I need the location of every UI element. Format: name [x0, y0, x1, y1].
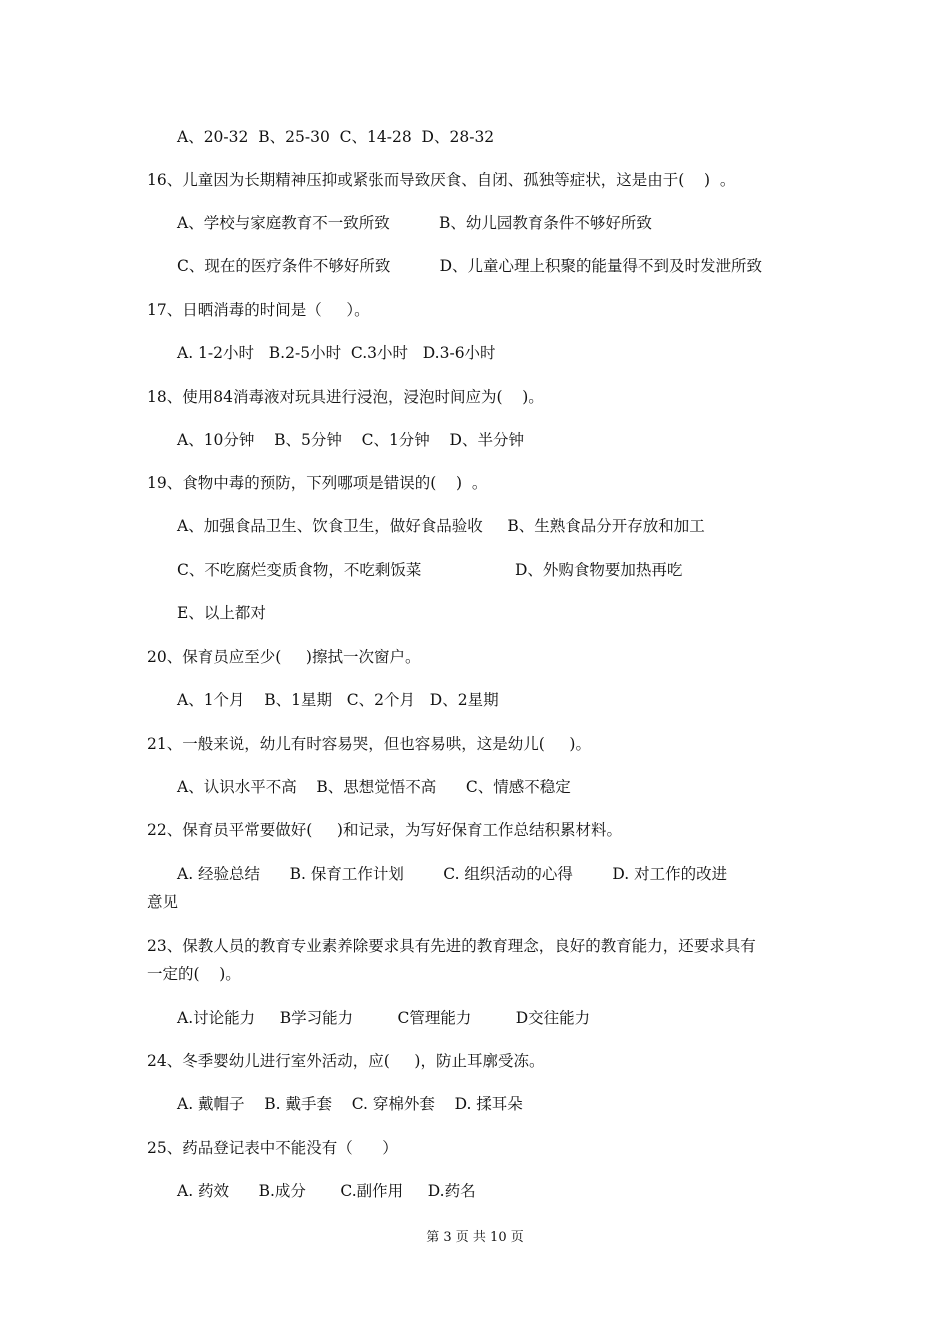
q23-options: A.讨论能力 B学习能力 C管理能力 D交往能力 — [177, 1009, 591, 1027]
q20-options: A、1个月 B、1星期 C、2个月 D、2星期 — [177, 691, 499, 709]
q18-options: A、10分钟 B、5分钟 C、1分钟 D、半分钟 — [177, 431, 524, 449]
question-21: 21、一般来说，幼儿有时容易哭，但也容易哄，这是幼儿( )。 — [147, 735, 591, 753]
question-23-wrap: 一定的( )。 — [147, 965, 241, 983]
question-20: 20、保育员应至少( )擦拭一次窗户。 — [147, 648, 421, 666]
q19-option-e: E、以上都对 — [177, 604, 266, 622]
q22-options: A. 经验总结 B. 保育工作计划 C. 组织活动的心得 D. 对工作的改进 — [177, 865, 728, 883]
question-19: 19、食物中毒的预防，下列哪项是错误的( ) 。 — [147, 474, 488, 492]
question-22: 22、保育员平常要做好( )和记录，为写好保育工作总结积累材料。 — [147, 821, 622, 839]
question-17: 17、日晒消毒的时间是（ ）。 — [147, 301, 370, 319]
question-16: 16、儿童因为长期精神压抑或紧张而导致厌食、自闭、孤独等症状，这是由于( ) 。 — [147, 171, 736, 189]
question-24: 24、冬季婴幼儿进行室外活动，应( )，防止耳廓受冻。 — [147, 1052, 545, 1070]
q17-options: A. 1-2小时 B.2-5小时 C.3小时 D.3-6小时 — [177, 344, 496, 362]
question-25: 25、药品登记表中不能没有（ ） — [147, 1139, 398, 1157]
q25-options: A. 药效 B.成分 C.副作用 D.药名 — [177, 1182, 476, 1200]
page-footer: 第 3 页 共 10 页 — [426, 1230, 524, 1245]
question-18: 18、使用84消毒液对玩具进行浸泡，浸泡时间应为( )。 — [147, 388, 544, 406]
q24-options: A. 戴帽子 B. 戴手套 C. 穿棉外套 D. 揉耳朵 — [177, 1095, 523, 1113]
question-23: 23、保教人员的教育专业素养除要求具有先进的教育理念，良好的教育能力，还要求具有 — [147, 937, 756, 955]
q19-options-ab: A、加强食品卫生、饮食卫生，做好食品验收 B、生熟食品分开存放和加工 — [177, 517, 705, 535]
q22-options-wrap: 意见 — [147, 893, 179, 911]
q16-options-cd: C、现在的医疗条件不够好所致 D、儿童心理上积聚的能量得不到及时发泄所致 — [177, 257, 763, 275]
q16-options-ab: A、学校与家庭教育不一致所致 B、幼儿园教育条件不够好所致 — [177, 214, 652, 232]
q15-options: A、20-32 B、25-30 C、14-28 D、28-32 — [177, 128, 495, 146]
q21-options: A、认识水平不高 B、思想觉悟不高 C、情感不稳定 — [177, 778, 571, 796]
q19-options-cd: C、不吃腐烂变质食物，不吃剩饭菜 D、外购食物要加热再吃 — [177, 561, 683, 579]
